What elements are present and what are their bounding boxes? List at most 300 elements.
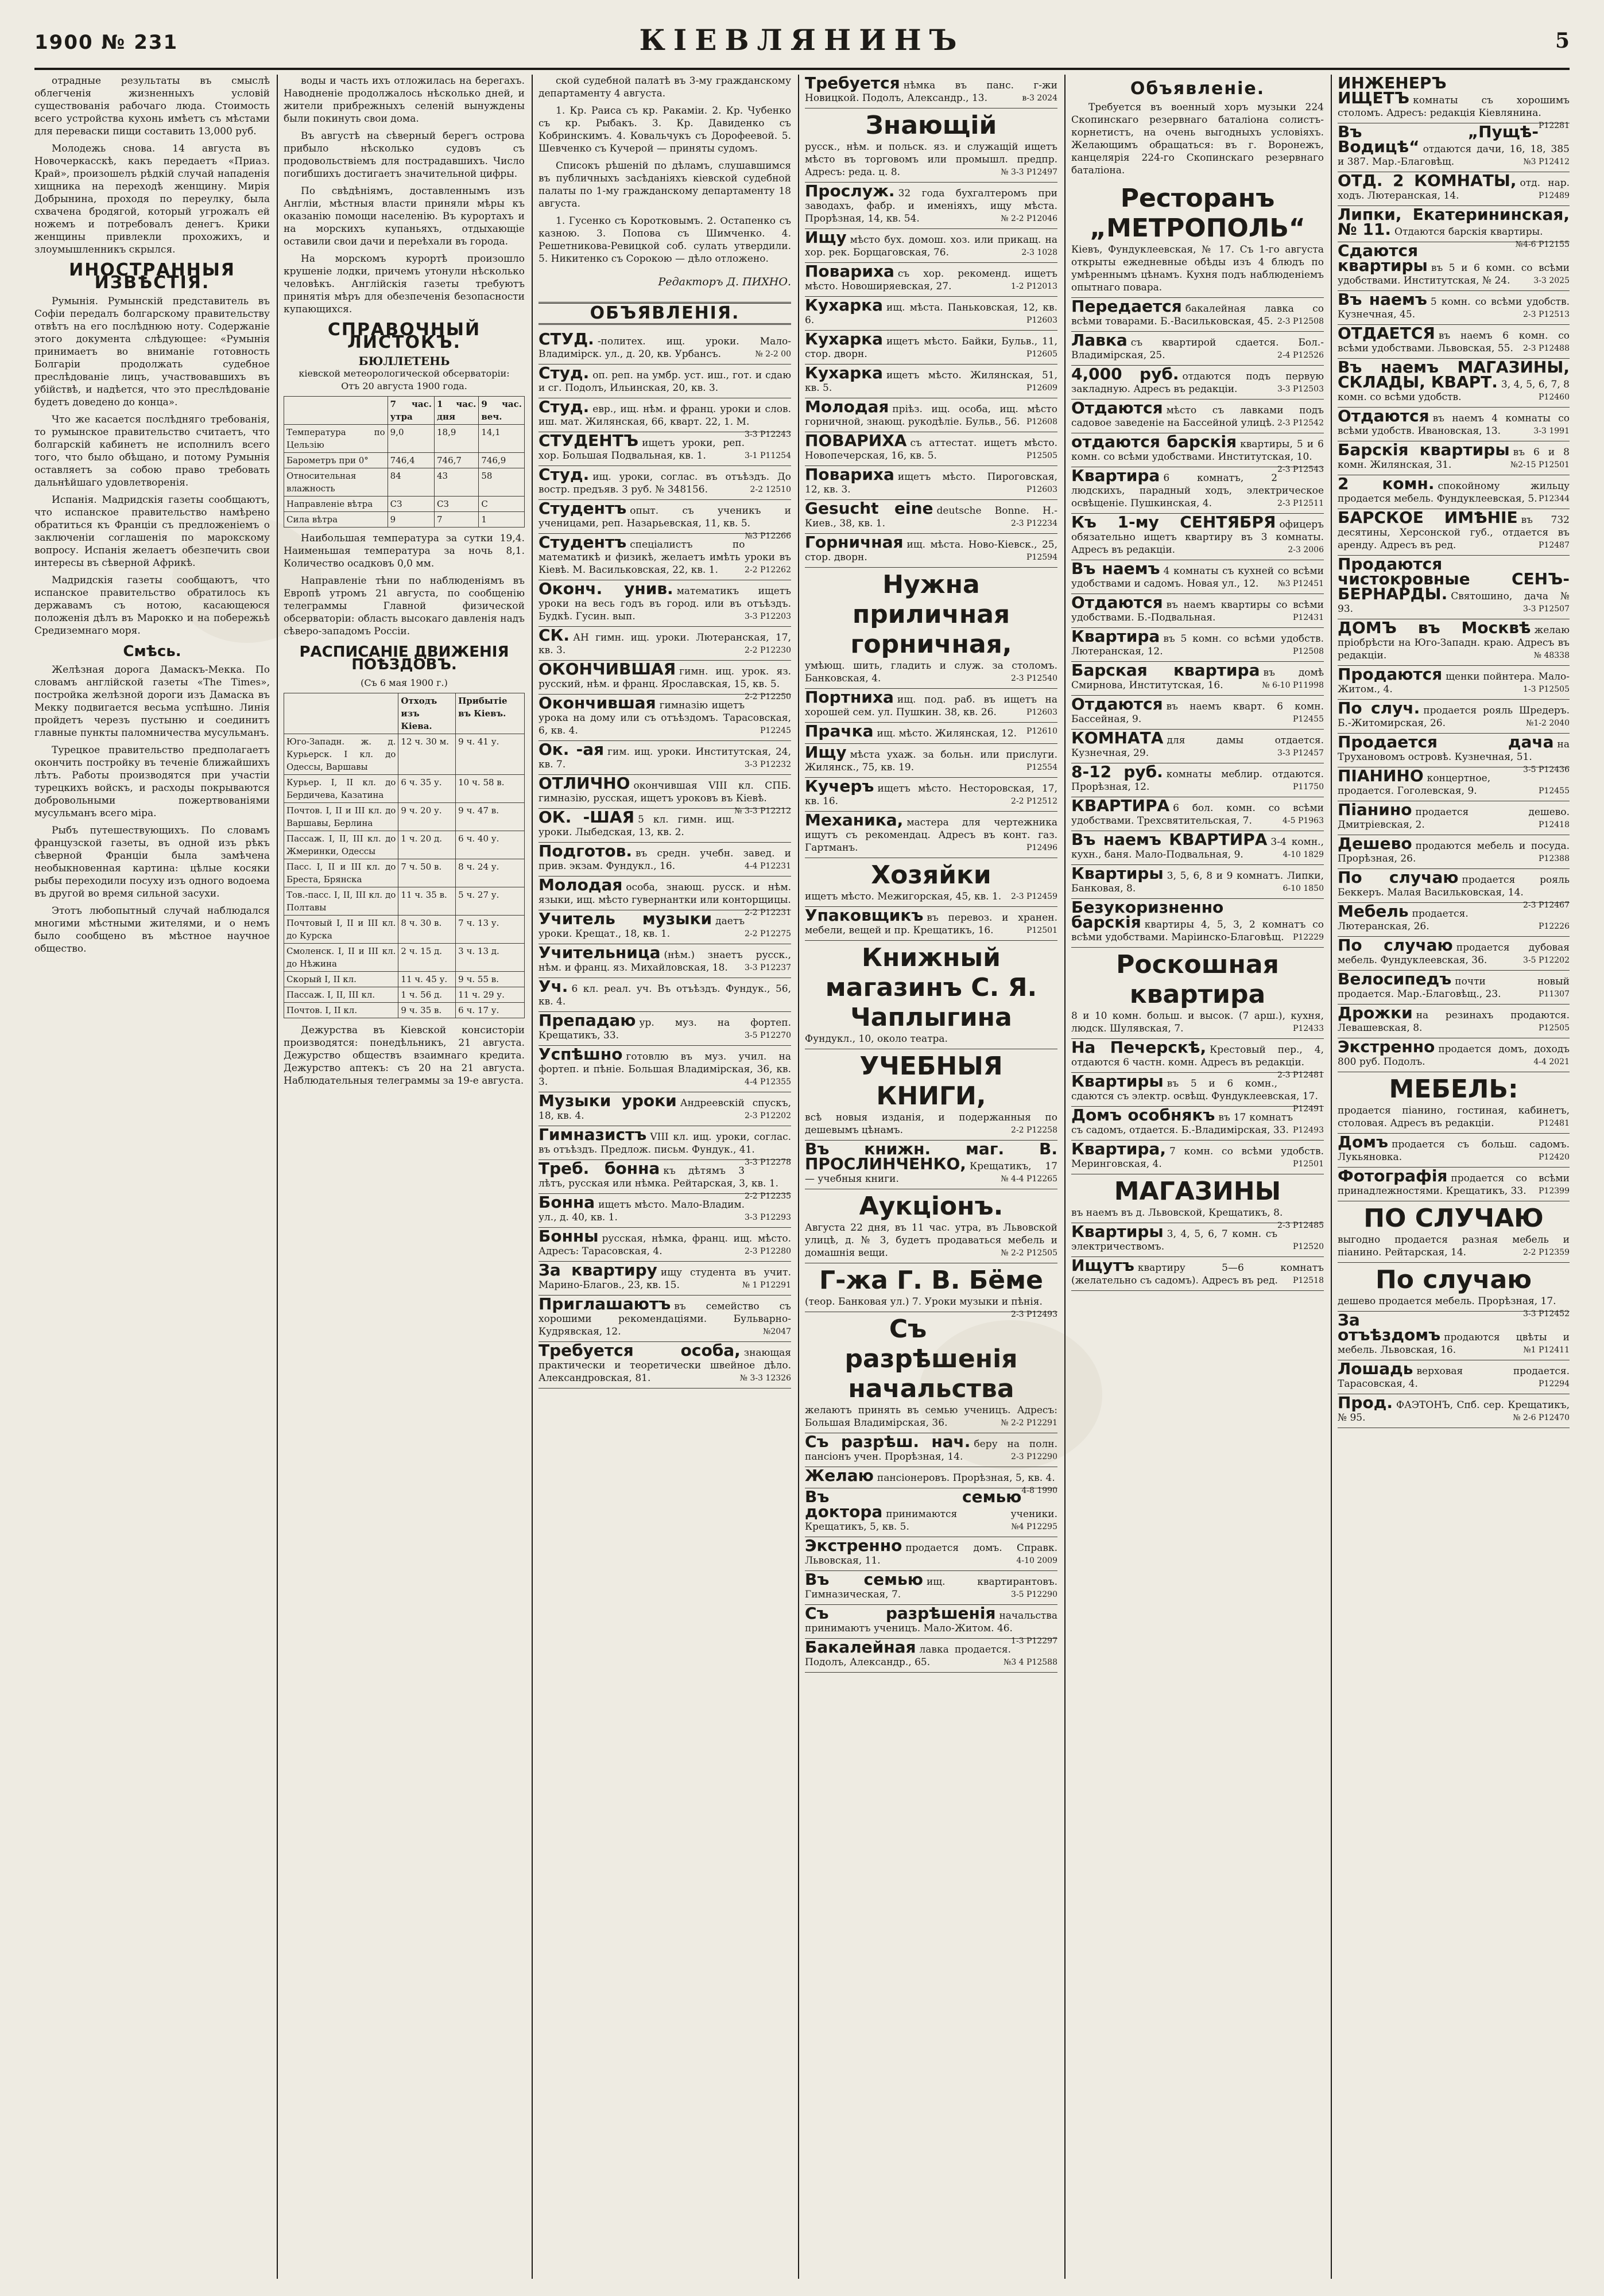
article-paragraph: воды и часть ихъ отложилась на берегахъ. Наводненіе продолжалось нѣсколько дней, и жители прибрежныхъ селеній вынуждены были покинуть свои дома. bbox=[284, 75, 525, 125]
ad-code: Р12520 bbox=[1293, 1242, 1324, 1251]
classified-ad bbox=[538, 1125, 791, 1167]
ad-keyword: Лавка bbox=[1071, 331, 1128, 350]
ad-code: Р12455 bbox=[1293, 715, 1324, 724]
classified-ad bbox=[1071, 730, 1324, 763]
classified-ad bbox=[538, 1092, 791, 1126]
ad-text: продается. Лютеранская, 26. bbox=[1338, 908, 1469, 932]
schedule-cell-route: Юго-Западн. ж. д. Курьерск. I кл. до Одессы, Варшавы bbox=[284, 734, 398, 775]
ad-text: продается съ больш. садомъ. Лукьяновка. bbox=[1338, 1139, 1570, 1163]
classified-ad bbox=[1338, 801, 1570, 835]
ad-code: 2-3 2006 bbox=[1288, 545, 1324, 554]
section-heading: Смѣсь. bbox=[123, 643, 181, 660]
schedule-cell-arr: 8 ч. 24 у. bbox=[456, 859, 525, 887]
weather-value: 746,7 bbox=[434, 453, 478, 468]
classified-ad bbox=[1338, 75, 1570, 130]
classified-ad bbox=[1338, 359, 1570, 408]
classified-ad bbox=[1071, 831, 1324, 865]
ad-code: 2-3 Р12513 bbox=[1523, 310, 1570, 319]
article-paragraph: Испанія. Мадридскія газеты сообщаютъ, что испанское правительство намѣрено обратиться къ Франціи съ предложеніемъ о заключеніи соглашенія по марокскому вопросу. Испанія желаетъ обезпечить свои интересы въ сѣверной Африкѣ. bbox=[34, 494, 270, 569]
ad-text: окончившая VIII кл. СПБ. гимназію, русская, ищетъ уроковъ въ Кіевѣ. bbox=[538, 780, 791, 804]
ad-keyword: Портниха bbox=[805, 688, 894, 707]
ad-keyword: Роскошная квартира bbox=[1116, 950, 1279, 1009]
classified-ad bbox=[1338, 291, 1570, 325]
ad-keyword: КОМНАТА bbox=[1071, 728, 1164, 747]
ad-text: ищетъ мѣсто. Несторовская, 17, кв. 16. bbox=[805, 783, 1057, 807]
ad-code: 2-3 Р12481 bbox=[1277, 1071, 1324, 1080]
ad-keyword: Студентъ bbox=[538, 533, 627, 552]
classified-ad bbox=[1071, 763, 1324, 797]
classified-ad bbox=[538, 1012, 791, 1046]
schedule-cell-dep: 11 ч. 45 у. bbox=[398, 972, 456, 987]
ad-text: въ 732 десятины, Херсонской губ., отдается въ аренду. Адресъ въ ред. bbox=[1338, 514, 1570, 551]
ad-text: Крещатикъ, 17 — учебныя книги. bbox=[805, 1161, 1057, 1185]
classified-ad bbox=[1338, 868, 1570, 910]
ad-code: № 48338 bbox=[1533, 651, 1570, 660]
classified-ad bbox=[1071, 1174, 1324, 1230]
schedule-row bbox=[284, 734, 525, 775]
notice-text: Требуется въ военный хоръ музыки 224 Скопинскаго резервнаго баталіона солистъ-корнетистъ, на очень выгодныхъ условіяхъ. Желающимъ обращаться: въ г. Воронежъ, канцелярія 224-го Скопинскаго резервнаго баталіона. bbox=[1071, 102, 1324, 176]
ad-text: въ домѣ Смирнова, Институтская, 16. bbox=[1071, 667, 1324, 691]
ads-heading: ОБЪЯВЛЕНІЯ. bbox=[538, 302, 791, 325]
classified-ad bbox=[805, 1537, 1057, 1571]
ad-text: продается піанино, гостиная, кабинетъ, столовая. Адресъ въ редакціи. bbox=[1338, 1105, 1570, 1129]
article-paragraph: Мадридскія газеты сообщаютъ, что испанское правительство обратилось къ державамъ съ нотою, касающеюся положенія дѣлъ въ Марокко и на побережьѣ Средиземнаго моря. bbox=[34, 575, 270, 637]
ad-code: 4-8 1990 bbox=[1021, 1486, 1057, 1495]
ad-text: въ средн. учебн. завед. и прив. экзам. Фундукл., 16. bbox=[538, 848, 791, 872]
ad-keyword: Прачка bbox=[805, 722, 874, 740]
ad-code: 2-2 Р12230 bbox=[745, 646, 791, 655]
article-paragraph: Списокъ рѣшеній по дѣламъ, слушавшимся въ публичныхъ засѣданіяхъ кіевской судебной палаты по 1-му гражданскому департаменту 18 августа. bbox=[538, 160, 791, 210]
ads-list bbox=[538, 331, 791, 1389]
ad-text: Крестовый пер., 4, отдаются 6 частн. комн. Адресъ въ редакціи. bbox=[1071, 1044, 1324, 1068]
weather-col-head: 9 час. веч. bbox=[479, 397, 525, 425]
ad-keyword: Подготов. bbox=[538, 841, 632, 860]
classified-ad bbox=[805, 689, 1057, 723]
classified-ad bbox=[805, 1189, 1057, 1263]
ad-code: 2-3 Р12290 bbox=[1011, 1452, 1057, 1461]
classified-ad bbox=[805, 1488, 1057, 1537]
weather-table bbox=[284, 396, 525, 528]
classified-ad bbox=[1338, 937, 1570, 971]
ad-code: Р12491 bbox=[1293, 1104, 1324, 1114]
ad-text: готовлю въ муз. учил. на фортеп. и пѣніе. Большая Владимірская, 36, кв. 3. bbox=[538, 1051, 791, 1088]
ad-keyword: 2 комн. bbox=[1338, 474, 1435, 493]
ad-keyword: Въ книжн. маг. В. ПРОСЛИНЧЕНКО, bbox=[805, 1139, 1057, 1173]
article-paragraph: Желѣзная дорога Дамаскъ-Мекка. По словамъ англійской газеты «The Times», постройка желѣзной дороги изъ Дамаска въ Мекку подвигается весьма успѣшно. Линія пройдетъ черезъ пустыню и соединитъ главные пункты паломничества мусульманъ. bbox=[34, 664, 270, 739]
schedule-subtitle: (Съ 6 мая 1900 г.) bbox=[361, 677, 448, 688]
ad-text: въ 5 и 6 комн., сдаются съ электр. освѣщ. Фундуклеевская, 17. bbox=[1071, 1078, 1318, 1102]
ad-keyword: Квартиры bbox=[1071, 1222, 1164, 1241]
classified-ad bbox=[538, 580, 791, 627]
ad-code: 3-5 Р12290 bbox=[1011, 1590, 1057, 1599]
ad-text: ищу студента въ учит. Марино-Благов., 23, кв. 15. bbox=[538, 1267, 791, 1291]
ad-code: Р12294 bbox=[1539, 1379, 1570, 1389]
classified-ad bbox=[1338, 509, 1570, 556]
column-ads-1 bbox=[538, 75, 791, 2279]
bulletin-subtitle: кіевской метеорологической обсерваторіи: bbox=[299, 368, 510, 379]
ad-keyword: Нужна приличная горничная, bbox=[850, 570, 1012, 659]
ad-text: продается дешево. Дмитріевская, 2. bbox=[1338, 806, 1570, 831]
classified-ad bbox=[1071, 1107, 1324, 1141]
ad-text: АН гимн. ищ. уроки. Лютеранская, 17, кв. 3. bbox=[538, 632, 791, 656]
column-divider bbox=[798, 75, 799, 2279]
ad-code: №2047 bbox=[763, 1327, 791, 1336]
ad-keyword: Экстренно bbox=[1338, 1037, 1435, 1056]
ad-text: продается со всѣми принадлежностями. Крещатикъ, 33. bbox=[1338, 1173, 1570, 1197]
ad-code: 3-5 Р12270 bbox=[745, 1031, 791, 1040]
ad-text: нѣмка въ панс. г-жи Новицкой. Подолъ, Александр., 13. bbox=[805, 80, 1057, 104]
classified-ad bbox=[805, 1466, 1057, 1495]
schedule-cell-dep: 1 ч. 20 д. bbox=[398, 831, 456, 859]
classified-ad bbox=[538, 741, 791, 775]
weather-value: 746,4 bbox=[388, 453, 434, 468]
classified-ad bbox=[805, 858, 1057, 907]
classified-ad bbox=[1071, 662, 1324, 696]
ad-keyword: Продаются bbox=[1338, 665, 1443, 684]
ad-text: пансіонеровъ. Прорѣзная, 5, кв. 4. bbox=[877, 1472, 1055, 1484]
notices-paragraph: Дежурства въ Кіевской консисторіи производятся: понедѣльникъ, 21 августа. Дежурство обществъ взаимнаго кредита. Дежурство аптекъ: съ 20 на 21 августа. Наблюдательныя телеграммы за 19-е августа. bbox=[284, 1025, 525, 1087]
ad-text: ФАЭТОНЪ, Спб. сер. Крещатикъ, № 95. bbox=[1338, 1399, 1570, 1424]
ad-text: концертное, продается. Гоголевская, 9. bbox=[1338, 773, 1491, 797]
ad-code: Р11307 bbox=[1539, 990, 1570, 999]
ad-code: 2-3 Р12485 bbox=[1277, 1221, 1324, 1230]
article-paragraph: По свѣдѣніямъ, доставленнымъ изъ Англіи, мѣстныя власти приняли мѣры къ оказанію помощи населенію. Въ курортахъ и на морскихъ купаньяхъ, отдыхающіе оставили свои дачи и переѣхали въ города. bbox=[284, 185, 525, 247]
ad-text: умѣющ. шить, гладить и служ. за столомъ. Банковская, 4. bbox=[805, 660, 1057, 684]
classified-ad bbox=[1071, 628, 1324, 662]
classified-ad bbox=[1071, 797, 1324, 831]
ad-keyword: На Печерскѣ, bbox=[1071, 1038, 1207, 1057]
ad-keyword: За отъѣздомъ bbox=[1338, 1310, 1441, 1344]
schedule-row bbox=[284, 972, 525, 987]
ads-list bbox=[1338, 75, 1570, 1428]
ad-keyword: ДОМЪ въ Москвѣ bbox=[1338, 618, 1531, 637]
classified-ad bbox=[1071, 865, 1324, 899]
ad-code: № 3-3 Р12497 bbox=[1001, 168, 1057, 177]
ad-keyword: ОТДАЕТСЯ bbox=[1338, 324, 1435, 343]
ad-keyword: ИНЖЕНЕРЪ ИЩЕТЪ bbox=[1338, 75, 1447, 107]
ad-keyword: ПОВАРИХА bbox=[805, 431, 907, 450]
ad-code: Р12226 bbox=[1539, 922, 1570, 931]
ad-keyword: Съ разрѣшенія bbox=[805, 1604, 996, 1623]
ad-keyword: Уч. bbox=[538, 977, 568, 996]
column-ads-3 bbox=[1071, 75, 1324, 2279]
schedule-cell-arr: 6 ч. 17 у. bbox=[456, 1003, 525, 1018]
ad-keyword: Треб. бонна bbox=[538, 1159, 660, 1178]
schedule-cell-arr: 10 ч. 58 в. bbox=[456, 775, 525, 803]
ad-code: 2-3 Р12493 bbox=[1011, 1310, 1057, 1319]
classified-ad bbox=[805, 1263, 1057, 1319]
classified-ad bbox=[805, 812, 1057, 858]
ad-text: 5 кл. гимн. ищ. уроки. Лыбедская, 13, кв. 2. bbox=[538, 814, 735, 838]
ad-text: беру на полн. пансіонъ учен. Прорѣзная, 14. bbox=[805, 1438, 1057, 1463]
ad-keyword: Съ разрѣш. нач. bbox=[805, 1432, 971, 1451]
ad-code: 2-2 Р12258 bbox=[1011, 1126, 1057, 1135]
weather-value: СЗ bbox=[388, 497, 434, 512]
classified-ad bbox=[538, 774, 791, 816]
ad-keyword: Экстренно bbox=[805, 1536, 902, 1555]
classified-ad bbox=[805, 941, 1057, 1049]
classified-ad bbox=[1071, 1141, 1324, 1174]
ad-keyword: Продается дача bbox=[1338, 732, 1554, 751]
ad-text: въ перевоз. и хранен. мебели, вещей и пр. Крещатикъ, 16. bbox=[805, 912, 1057, 936]
ad-keyword: Упаковщикъ bbox=[805, 906, 924, 925]
article-paragraph: Этотъ любопытный случай наблюдался многими мѣстными жителями, и о немъ было сообщено въ мѣстное научное общество. bbox=[34, 905, 270, 955]
ad-keyword: Домъ особнякъ bbox=[1071, 1106, 1215, 1124]
classified-ad bbox=[805, 1049, 1057, 1141]
column-divider bbox=[277, 75, 278, 2279]
classified-ad bbox=[1071, 400, 1324, 433]
ad-text: въ семейство съ хорошими рекомендаціями. Бульварно-Кудрявская, 12. bbox=[538, 1301, 791, 1337]
classified-ad bbox=[538, 627, 791, 661]
ad-text: ищ. мѣста. Ново-Кiевск., 25, стор. дворн. bbox=[805, 539, 1057, 563]
ad-keyword: Музыки уроки bbox=[538, 1091, 677, 1110]
ad-keyword: Въ наемъ МАГАЗИНЫ, СКЛАДЫ, КВАРТ. bbox=[1338, 358, 1570, 391]
article-paragraph: 1. Кр. Раиса съ кр. Ракаміи. 2. Кр. Чубенко съ кр. Рыбакъ. 3. Кр. Давиденко съ Кобринскимъ. 4. Ковальчукъ съ Дорофеевой. 5. Шевченко съ Кучерой — приняты судомъ. bbox=[538, 105, 791, 154]
section-heading: СПРАВОЧНЫЙ ЛИСТОКЪ. bbox=[327, 320, 481, 352]
ad-code: №2-15 Р12501 bbox=[1510, 460, 1570, 470]
ad-keyword: Отдаются bbox=[1071, 695, 1163, 713]
ad-keyword: Окончившая bbox=[538, 693, 656, 712]
weather-value: 9,0 bbox=[388, 425, 434, 453]
ad-text: квартиры 4, 5, 3, 2 комнатъ со всѣми удобствами. Маріинско-Благовѣщ. bbox=[1071, 919, 1324, 943]
ad-keyword: Требуется bbox=[805, 75, 900, 92]
classified-ad bbox=[538, 1262, 791, 1296]
ad-keyword: Къ 1-му СЕНТЯБРЯ bbox=[1071, 513, 1276, 532]
weather-row bbox=[284, 453, 525, 468]
ad-code: №4 Р12295 bbox=[1011, 1522, 1057, 1531]
ad-text: гимназію ищетъ урока на дому или съ отъѣздомъ. Тарасовская, 6, кв. 4. bbox=[538, 700, 791, 736]
weather-header-row bbox=[284, 397, 525, 425]
ad-code: Р12455 bbox=[1539, 786, 1570, 796]
ad-text: всѣ новыя изданія, и подержанныя по дешевымъ цѣнамъ. bbox=[805, 1112, 1057, 1136]
ad-text: мѣсто съ лавками подъ садовое заведеніе на Бассейной улицѣ. bbox=[1071, 405, 1324, 429]
ad-code: 2-3 Р12488 bbox=[1523, 344, 1570, 353]
ad-code: №3 Р12266 bbox=[745, 532, 791, 541]
ad-keyword: Піанино bbox=[1338, 800, 1412, 819]
schedule-col-head: Отходъ изъ Кіева. bbox=[398, 693, 456, 734]
column-divider bbox=[1064, 75, 1066, 2279]
restaurant-text: Кіевъ, Фундуклеевская, № 17. Съ 1-го августа открыты ежедневные обѣды изъ 4 блюдъ по умѣреннымъ цѣнамъ. Кухня подъ наблюденіемъ опытнаго повара. bbox=[1071, 244, 1324, 293]
ad-code: Р11750 bbox=[1293, 782, 1324, 792]
ad-code: 2-3 Р12542 bbox=[1277, 418, 1324, 428]
classified-ad bbox=[805, 723, 1057, 744]
weather-label: Относительная влажность bbox=[284, 468, 388, 497]
classified-ad bbox=[1071, 332, 1324, 366]
ad-code: 2-2 Р12359 bbox=[1523, 1248, 1570, 1257]
restaurant-ad bbox=[1071, 181, 1324, 298]
ad-keyword: Повариха bbox=[805, 465, 894, 484]
classified-ad bbox=[538, 843, 791, 876]
classified-ad bbox=[1071, 1257, 1324, 1291]
ad-code: Р12487 bbox=[1539, 541, 1570, 550]
ad-code: Р12605 bbox=[1026, 350, 1057, 359]
ad-text: ищетъ мѣсто. Пироговская, 12, кв. 3. bbox=[805, 471, 1057, 495]
ad-text: мастера для чертежника ищутъ съ рекомендац. Адресъ въ конт. газ. Гартманъ. bbox=[805, 817, 1057, 854]
ad-code: Р12501 bbox=[1293, 1159, 1324, 1169]
ad-text: 3, 5, 6, 8 и 9 комнатъ. Липки, Банковая, 8. bbox=[1071, 870, 1324, 894]
ad-code: 2-2 Р12235 bbox=[745, 1192, 791, 1201]
schedule-cell-dep: 8 ч. 30 в. bbox=[398, 916, 456, 944]
ad-keyword: Учительница bbox=[538, 943, 661, 962]
ad-keyword: Желаю bbox=[805, 1466, 874, 1485]
bulletin-title: БЮЛЛЕТЕНЬ bbox=[358, 354, 450, 368]
ad-text: ищ. мѣсто. Жилянская, 12. bbox=[877, 728, 1017, 739]
weather-value: 18,9 bbox=[434, 425, 478, 453]
ad-keyword: Дешево bbox=[1338, 834, 1412, 853]
ad-keyword: Повариха bbox=[805, 262, 894, 281]
ad-code: 2-3 Р12540 bbox=[1011, 674, 1057, 683]
ad-keyword: За квартиру bbox=[538, 1261, 657, 1279]
ad-keyword: Фотографія bbox=[1338, 1166, 1448, 1185]
ad-keyword: Лошадь bbox=[1338, 1359, 1413, 1378]
ad-text: щенки пойнтера. Мало-Житом., 4. bbox=[1338, 671, 1570, 695]
schedule-row bbox=[284, 887, 525, 916]
classified-ad bbox=[538, 1228, 791, 1262]
ad-keyword: 8-12 руб. bbox=[1071, 762, 1163, 781]
ad-text: желаю пріобрѣсти на Юго-Западн. краю. Адресъ въ редакціи. bbox=[1338, 625, 1570, 661]
ad-text: квартиру 5—6 комнатъ (желательно съ садомъ). Адресъ въ ред. bbox=[1071, 1262, 1324, 1286]
ad-text: продается рояль Шредеръ. Б.-Житомирская, 26. bbox=[1338, 705, 1570, 729]
ad-text: въ наемъ квартиры со всѣми удобствами. Б.-Подвальная. bbox=[1071, 599, 1324, 623]
schedule-row bbox=[284, 803, 525, 831]
ad-code: 2-2 12510 bbox=[750, 485, 791, 494]
ad-keyword: Приглашаютъ bbox=[538, 1294, 671, 1313]
page-header bbox=[34, 23, 1570, 63]
ad-text: дешево продается мебель. Прорѣзная, 17. bbox=[1338, 1296, 1556, 1307]
ad-code: Р12431 bbox=[1293, 613, 1324, 622]
schedule-cell-arr: 9 ч. 41 у. bbox=[456, 734, 525, 775]
classified-ad bbox=[1338, 325, 1570, 359]
ad-text: ур. муз. на фортеп. Крещатикъ, 33. bbox=[538, 1017, 791, 1041]
ad-keyword: Аукціонъ. bbox=[859, 1192, 1004, 1221]
classified-ad bbox=[805, 500, 1057, 534]
ad-code: Р12505 bbox=[1539, 1023, 1570, 1033]
classified-ad bbox=[538, 466, 791, 500]
column-divider bbox=[1331, 75, 1332, 2279]
ad-keyword: По случ. bbox=[1338, 699, 1420, 718]
ad-code: 3-3 Р12243 bbox=[745, 430, 791, 439]
classified-ad bbox=[805, 778, 1057, 812]
classified-ad bbox=[538, 1342, 791, 1389]
ad-keyword: Велосипедъ bbox=[1338, 969, 1452, 988]
article-paragraph: Молодежь снова. 14 августа въ Новочеркасскѣ, какъ передаетъ «Приаз. Край», произошелъ рѣдкій случай нападенія хищника на переходѣ женщину. Мирія Добрынина, проходя по переулку, была схвачена бродягой, который угрожалъ ей ножемъ и потребовалъ денегъ. Крики женщины привлекли прохожихъ, и злоумышленникъ скрылся. bbox=[34, 143, 270, 255]
classified-ad bbox=[1071, 1038, 1324, 1080]
schedule-col-head: Прибытіе въ Кіевъ. bbox=[456, 693, 525, 734]
ad-code: Р12399 bbox=[1539, 1186, 1570, 1196]
ad-text: гим. ищ. уроки. Институтская, 24, кв. 7. bbox=[538, 746, 791, 770]
ad-keyword: Прослуж. bbox=[805, 181, 895, 200]
classified-ad bbox=[1338, 666, 1570, 700]
article-paragraph: ской судебной палатѣ въ 3-му гражданскому департаменту 4 августа. bbox=[538, 75, 791, 99]
ad-keyword: МАГАЗИНЫ bbox=[1114, 1177, 1281, 1206]
article-paragraph: На морскомъ курортѣ произошло крушеніе лодки, причемъ утонули нѣсколько человѣкъ. Англійскія газеты требуютъ принятія мѣръ для обезпеченія безопасности купающихся. bbox=[284, 253, 525, 315]
classified-ad bbox=[1071, 560, 1324, 594]
ad-code: 3-3 Р12293 bbox=[745, 1213, 791, 1222]
article-paragraph: Въ августѣ на сѣверный берегъ острова прибыло нѣсколько судовъ съ продовольствіемъ для пострадавшихъ. Число погибшихъ достигаетъ значительной цифры. bbox=[284, 130, 525, 180]
ad-keyword: Сдаются квартиры bbox=[1338, 241, 1428, 275]
ad-keyword: Учитель музыки bbox=[538, 909, 712, 928]
classified-ad bbox=[805, 432, 1057, 466]
classified-ad bbox=[538, 660, 791, 701]
classified-ad bbox=[538, 499, 791, 541]
schedule-cell-route: Курьер. I, II кл. до Бердичева, Казатина bbox=[284, 775, 398, 803]
ad-text: комнаты меблир. отдаются. Прорѣзная, 12. bbox=[1071, 769, 1324, 793]
ad-text: принимаются ученики. Крещатикъ, 5, кв. 5. bbox=[805, 1508, 1057, 1533]
ad-text: съ аттестат. ищетъ мѣсто. Новопечерская, 16, кв. 5. bbox=[805, 437, 1057, 461]
schedule-cell-dep: 9 ч. 20 у. bbox=[398, 803, 456, 831]
classified-ad bbox=[1338, 172, 1570, 206]
ad-text: Андреевскій спускъ, 18, кв. 4. bbox=[538, 1097, 791, 1122]
ad-code: № 2-2 00 bbox=[755, 350, 791, 359]
ad-text: Августа 22 дня, въ 11 час. утра, въ Львовской улицѣ, д. № 3, будетъ продаваться мебель и домашнія вещи. bbox=[805, 1222, 1057, 1259]
weather-label: Направленіе вѣтра bbox=[284, 497, 388, 512]
ad-text: даетъ уроки. Крещат., 18, кв. 1. bbox=[538, 916, 745, 940]
ad-keyword: УЧЕБНЫЯ КНИГИ, bbox=[859, 1052, 1003, 1111]
ad-code: № 6-10 Р11998 bbox=[1262, 681, 1324, 690]
ad-keyword: СК. bbox=[538, 626, 570, 645]
ad-code: Р12388 bbox=[1539, 854, 1570, 863]
schedule-header-row bbox=[284, 693, 525, 734]
ad-code: 4-5 Р1963 bbox=[1282, 816, 1324, 825]
ad-keyword: 4,000 руб. bbox=[1071, 364, 1179, 383]
ad-keyword: Студ. bbox=[538, 465, 590, 484]
ad-text: отд. нар. ходъ. Лютеранская, 14. bbox=[1338, 177, 1570, 201]
ad-keyword: Квартиры bbox=[1071, 864, 1164, 883]
ad-text: опыт. съ ученикъ и ученицами, реп. Назарьевская, 11, кв. 5. bbox=[538, 505, 791, 529]
classified-ad bbox=[1338, 556, 1570, 619]
ad-code: 3-3 Р12232 bbox=[745, 760, 791, 769]
ad-text: русск., нѣм. и польск. яз. и служащій ищетъ мѣсто въ торговомъ или промышл. предпр. Адресъ: реда. ц. 8. bbox=[805, 141, 1057, 178]
ad-text: въ 5 и 6 комн. со всѣми удобствами. Институтская, № 24. bbox=[1338, 262, 1570, 286]
classified-ad bbox=[805, 568, 1057, 689]
schedule-row bbox=[284, 944, 525, 972]
weather-forecast: Направленіе тѣни по наблюденіямъ въ Европѣ утромъ 21 августа, по сообщенію телеграммы Главной физической обсерваторіи: область высокаго давленія надъ сѣверо-западомъ Россіи. bbox=[284, 575, 525, 637]
schedule-row bbox=[284, 916, 525, 944]
train-schedule-table bbox=[284, 693, 525, 1018]
ad-code: Р12420 bbox=[1539, 1153, 1570, 1162]
ad-keyword: ПО СЛУЧАЮ bbox=[1363, 1204, 1544, 1233]
weather-row bbox=[284, 497, 525, 512]
ad-text: 6 комнатъ, 2 людскихъ, парадный ходъ, электрическое освѣщеніе. Пушкинская, 4. bbox=[1071, 472, 1324, 509]
ad-keyword: Барскія квартиры bbox=[1338, 440, 1510, 459]
ad-text: продается домъ, доходъ 800 руб. Подолъ. bbox=[1338, 1044, 1570, 1068]
classified-ad bbox=[1071, 432, 1324, 474]
ad-code: Р12493 bbox=[1293, 1126, 1324, 1135]
ad-keyword: ОТЛИЧНО bbox=[538, 774, 630, 793]
ad-code: № 2-2 Р12291 bbox=[1001, 1418, 1057, 1428]
article-paragraph: 1. Гусенко съ Коротковымъ. 2. Остапенко съ казною. 3. Попова съ Шимченко. 4. Решетникова-Ревицкой соб. сулать утвердили. 5. Никитенко съ Сорокою — дѣло отложено. bbox=[538, 215, 791, 265]
ad-code: 2-3 Р12508 bbox=[1277, 317, 1324, 326]
ad-text: -политех. ищ. уроки. Мало-Владимірск. ул., д. 20, кв. Урбансъ. bbox=[538, 336, 791, 360]
ad-text: 3, 4, 5, 6, 7, 8 комн. со всѣми удобств. bbox=[1338, 379, 1570, 403]
ad-keyword: СТУДЕНТЪ bbox=[538, 431, 639, 450]
weather-label: Барометръ при 0° bbox=[284, 453, 388, 468]
ad-text: въ наемъ 6 комн. со всѣми удобствами. Львовская, 55. bbox=[1338, 330, 1570, 354]
ad-text: оп. реп. на умбр. уст. иш., гот. и сдаю и сг. Подолъ, Ильинская, 20, кв. 3. bbox=[538, 370, 791, 394]
ad-keyword: СТУД. bbox=[538, 329, 594, 348]
schedule-cell-arr: 9 ч. 55 в. bbox=[456, 972, 525, 987]
classified-ad bbox=[1071, 366, 1324, 400]
ad-keyword: Квартиры bbox=[1071, 1072, 1164, 1091]
ad-code: Р12508 bbox=[1293, 647, 1324, 656]
schedule-col-head bbox=[284, 693, 398, 734]
schedule-cell-route: Почтов. I, II и III кл. до Варшавы, Берлина bbox=[284, 803, 398, 831]
classified-ad bbox=[805, 263, 1057, 297]
ad-text: для дамы отдается. Кузнечная, 29. bbox=[1071, 735, 1324, 759]
ad-keyword: Съ разрѣшенія начальства bbox=[844, 1314, 1018, 1403]
ad-code: Р12594 bbox=[1026, 553, 1057, 562]
ad-code: 6-10 1850 bbox=[1283, 884, 1324, 893]
